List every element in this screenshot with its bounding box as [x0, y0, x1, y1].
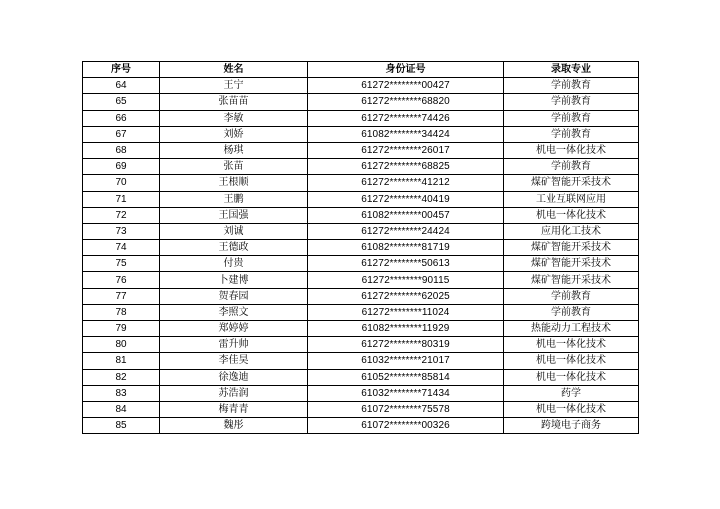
row-number-cell: 73	[83, 223, 160, 239]
id-number-cell: 61032********21017	[308, 353, 504, 369]
id-number-cell: 61082********11929	[308, 321, 504, 337]
major-cell: 机电一体化技术	[504, 353, 639, 369]
row-number-cell: 81	[83, 353, 160, 369]
id-number-cell: 61272********90115	[308, 272, 504, 288]
id-number-cell: 61272********24424	[308, 223, 504, 239]
row-number-cell: 72	[83, 207, 160, 223]
row-number-cell: 68	[83, 142, 160, 158]
major-cell: 学前教育	[504, 304, 639, 320]
table-row	[83, 304, 639, 320]
row-number-cell: 79	[83, 321, 160, 337]
id-number-cell: 61272********62025	[308, 288, 504, 304]
name-cell: 付贵	[160, 256, 308, 272]
table-row	[83, 321, 639, 337]
major-cell: 学前教育	[504, 78, 639, 94]
header-number: 序号	[83, 62, 160, 78]
row-number-cell: 76	[83, 272, 160, 288]
table-header-row	[83, 62, 639, 78]
major-cell: 煤矿智能开采技术	[504, 240, 639, 256]
major-cell: 学前教育	[504, 159, 639, 175]
name-cell: 梅青青	[160, 401, 308, 417]
row-number-cell: 75	[83, 256, 160, 272]
name-cell: 郑婷婷	[160, 321, 308, 337]
admission-table	[82, 61, 639, 434]
name-cell: 贺春园	[160, 288, 308, 304]
id-number-cell: 61082********34424	[308, 126, 504, 142]
table-row	[83, 369, 639, 385]
id-number-cell: 61272********41212	[308, 175, 504, 191]
table-row	[83, 288, 639, 304]
name-cell: 张苗苗	[160, 94, 308, 110]
major-cell: 药学	[504, 385, 639, 401]
id-number-cell: 61032********71434	[308, 385, 504, 401]
row-number-cell: 74	[83, 240, 160, 256]
major-cell: 机电一体化技术	[504, 369, 639, 385]
table-row	[83, 353, 639, 369]
name-cell: 李照文	[160, 304, 308, 320]
name-cell: 李敏	[160, 110, 308, 126]
name-cell: 徐逸迪	[160, 369, 308, 385]
name-cell: 李佳昊	[160, 353, 308, 369]
row-number-cell: 84	[83, 401, 160, 417]
table-row	[83, 337, 639, 353]
table-row	[83, 401, 639, 417]
name-cell: 王根顺	[160, 175, 308, 191]
table-body	[83, 78, 639, 434]
name-cell: 张苗	[160, 159, 308, 175]
major-cell: 学前教育	[504, 288, 639, 304]
id-number-cell: 61082********81719	[308, 240, 504, 256]
name-cell: 卜建博	[160, 272, 308, 288]
name-cell: 苏浩润	[160, 385, 308, 401]
table-row	[83, 418, 639, 434]
id-number-cell: 61272********68820	[308, 94, 504, 110]
table-row	[83, 94, 639, 110]
table-row	[83, 159, 639, 175]
major-cell: 工业互联网应用	[504, 191, 639, 207]
name-cell: 杨琪	[160, 142, 308, 158]
major-cell: 机电一体化技术	[504, 142, 639, 158]
major-cell: 煤矿智能开采技术	[504, 175, 639, 191]
major-cell: 煤矿智能开采技术	[504, 272, 639, 288]
major-cell: 学前教育	[504, 110, 639, 126]
major-cell: 机电一体化技术	[504, 401, 639, 417]
id-number-cell: 61272********26017	[308, 142, 504, 158]
row-number-cell: 78	[83, 304, 160, 320]
table-row	[83, 272, 639, 288]
table-row	[83, 126, 639, 142]
major-cell: 机电一体化技术	[504, 337, 639, 353]
id-number-cell: 61272********68825	[308, 159, 504, 175]
table-row	[83, 223, 639, 239]
row-number-cell: 77	[83, 288, 160, 304]
row-number-cell: 71	[83, 191, 160, 207]
id-number-cell: 61272********74426	[308, 110, 504, 126]
row-number-cell: 65	[83, 94, 160, 110]
major-cell: 学前教育	[504, 126, 639, 142]
id-number-cell: 61272********50613	[308, 256, 504, 272]
row-number-cell: 83	[83, 385, 160, 401]
id-number-cell: 61072********00326	[308, 418, 504, 434]
major-cell: 应用化工技术	[504, 223, 639, 239]
table-row	[83, 78, 639, 94]
major-cell: 学前教育	[504, 94, 639, 110]
table-row	[83, 207, 639, 223]
header-major: 录取专业	[504, 62, 639, 78]
name-cell: 魏彤	[160, 418, 308, 434]
row-number-cell: 82	[83, 369, 160, 385]
id-number-cell: 61072********75578	[308, 401, 504, 417]
name-cell: 雷升帅	[160, 337, 308, 353]
id-number-cell: 61272********11024	[308, 304, 504, 320]
table-row	[83, 191, 639, 207]
major-cell: 跨境电子商务	[504, 418, 639, 434]
row-number-cell: 67	[83, 126, 160, 142]
table-row	[83, 385, 639, 401]
table-row	[83, 240, 639, 256]
row-number-cell: 64	[83, 78, 160, 94]
table-row	[83, 142, 639, 158]
major-cell: 机电一体化技术	[504, 207, 639, 223]
id-number-cell: 61272********40419	[308, 191, 504, 207]
row-number-cell: 70	[83, 175, 160, 191]
id-number-cell: 61052********85814	[308, 369, 504, 385]
id-number-cell: 61272********00427	[308, 78, 504, 94]
name-cell: 王鹏	[160, 191, 308, 207]
table-row	[83, 110, 639, 126]
row-number-cell: 66	[83, 110, 160, 126]
major-cell: 煤矿智能开采技术	[504, 256, 639, 272]
name-cell: 刘娇	[160, 126, 308, 142]
row-number-cell: 80	[83, 337, 160, 353]
header-name: 姓名	[160, 62, 308, 78]
row-number-cell: 69	[83, 159, 160, 175]
name-cell: 王国强	[160, 207, 308, 223]
id-number-cell: 61272********80319	[308, 337, 504, 353]
name-cell: 王德政	[160, 240, 308, 256]
id-number-cell: 61082********00457	[308, 207, 504, 223]
table-row	[83, 256, 639, 272]
name-cell: 刘诚	[160, 223, 308, 239]
header-id-number: 身份证号	[308, 62, 504, 78]
major-cell: 热能动力工程技术	[504, 321, 639, 337]
name-cell: 王宁	[160, 78, 308, 94]
row-number-cell: 85	[83, 418, 160, 434]
table-row	[83, 175, 639, 191]
